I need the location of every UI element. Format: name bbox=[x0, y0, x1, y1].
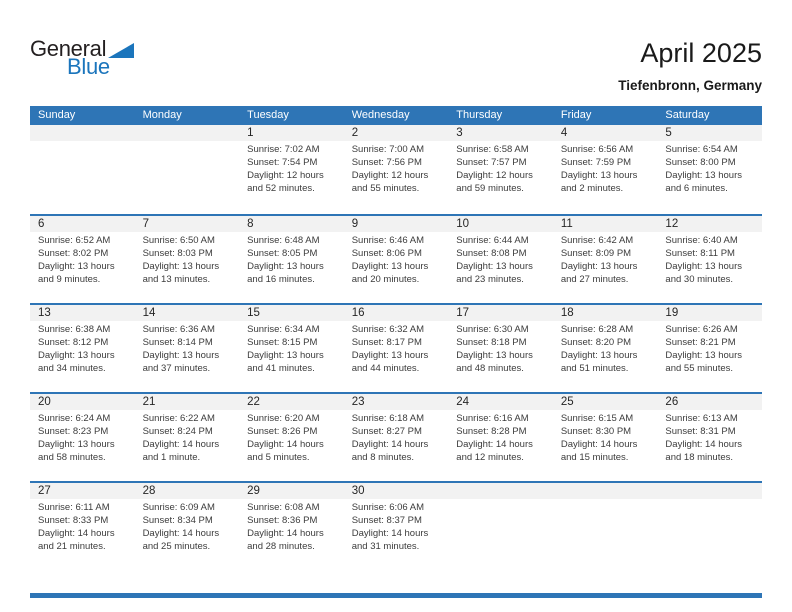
day-cell bbox=[239, 125, 344, 214]
sunrise-text: Sunrise: 6:50 AM bbox=[142, 235, 215, 246]
day-number: 19 bbox=[657, 305, 762, 321]
sunrise-text: Sunrise: 6:48 AM bbox=[247, 235, 320, 246]
day-cell bbox=[657, 305, 762, 392]
day-number: 5 bbox=[657, 125, 762, 141]
daylight-text-line1: Daylight: 13 hours bbox=[560, 349, 638, 361]
day-details bbox=[448, 410, 553, 465]
day-details bbox=[553, 232, 658, 287]
sunset-text: Sunset: 7:56 PM bbox=[351, 156, 422, 168]
day-details bbox=[344, 499, 449, 554]
empty-day-cell bbox=[30, 125, 135, 214]
day-number: 7 bbox=[135, 216, 240, 232]
day-cell bbox=[239, 394, 344, 481]
day-cell bbox=[553, 216, 658, 303]
daylight-text-line2: and 28 minutes. bbox=[247, 540, 315, 552]
daylight-text-line2: and 34 minutes. bbox=[38, 362, 106, 374]
sunrise-text: Sunrise: 6:38 AM bbox=[38, 324, 111, 335]
daylight-text-line1: Daylight: 12 hours bbox=[247, 169, 324, 181]
daylight-text-line1: Daylight: 13 hours bbox=[351, 260, 429, 272]
daylight-text-line1: Daylight: 14 hours bbox=[247, 438, 324, 450]
weekday-header-thursday: Thursday bbox=[456, 109, 503, 121]
sunset-text: Sunset: 8:28 PM bbox=[456, 425, 527, 437]
sunrise-text: Sunrise: 6:56 AM bbox=[560, 144, 634, 155]
daylight-text-line2: and 1 minute. bbox=[142, 451, 201, 463]
day-cell bbox=[30, 216, 135, 303]
empty-day-cell bbox=[657, 483, 762, 570]
daylight-text-line1: Daylight: 12 hours bbox=[351, 169, 429, 181]
day-details bbox=[135, 232, 240, 287]
daylight-text-line1: Daylight: 13 hours bbox=[142, 260, 220, 272]
day-cell bbox=[344, 483, 449, 570]
calendar-table bbox=[30, 106, 762, 570]
day-details bbox=[135, 410, 240, 465]
day-details bbox=[135, 499, 240, 554]
day-number: 17 bbox=[448, 305, 553, 321]
daylight-text-line2: and 18 minutes. bbox=[665, 451, 734, 463]
daylight-text-line2: and 13 minutes. bbox=[142, 273, 211, 285]
day-number: 2 bbox=[344, 125, 449, 141]
day-number bbox=[30, 125, 135, 141]
daylight-text-line2: and 55 minutes. bbox=[665, 362, 734, 374]
day-number: 22 bbox=[239, 394, 344, 410]
logo-word-blue: Blue bbox=[67, 54, 110, 79]
week-row bbox=[30, 214, 762, 303]
logo-word-general: General bbox=[30, 36, 107, 61]
daylight-text-line1: Daylight: 13 hours bbox=[38, 260, 115, 272]
daylight-text-line1: Daylight: 13 hours bbox=[38, 349, 115, 361]
sunrise-text: Sunrise: 6:46 AM bbox=[351, 235, 425, 246]
sunrise-text: Sunrise: 6:42 AM bbox=[560, 235, 634, 246]
sunset-text: Sunset: 8:21 PM bbox=[665, 336, 736, 348]
sunrise-text: Sunrise: 6:36 AM bbox=[142, 324, 215, 335]
daylight-text-line1: Daylight: 14 hours bbox=[351, 527, 429, 539]
sunset-text: Sunset: 8:06 PM bbox=[351, 247, 422, 259]
sunset-text: Sunset: 7:59 PM bbox=[560, 156, 632, 168]
day-cell bbox=[344, 125, 449, 214]
sunset-text: Sunset: 8:02 PM bbox=[38, 247, 109, 259]
weekday-header-wednesday: Wednesday bbox=[351, 109, 410, 121]
daylight-text-line1: Daylight: 13 hours bbox=[665, 349, 742, 361]
sunset-text: Sunset: 8:26 PM bbox=[247, 425, 318, 437]
daylight-text-line2: and 2 minutes. bbox=[560, 182, 624, 194]
sunrise-text: Sunrise: 7:02 AM bbox=[247, 144, 320, 155]
day-details bbox=[344, 321, 449, 376]
day-details bbox=[135, 321, 240, 376]
day-details bbox=[30, 499, 135, 554]
day-number: 29 bbox=[239, 483, 344, 499]
sunrise-text: Sunrise: 6:11 AM bbox=[38, 502, 110, 513]
day-details bbox=[448, 232, 553, 287]
weekday-header-row bbox=[30, 106, 762, 125]
daylight-text-line1: Daylight: 12 hours bbox=[456, 169, 533, 181]
sunrise-text: Sunrise: 6:58 AM bbox=[456, 144, 529, 155]
sunrise-text: Sunrise: 6:34 AM bbox=[247, 324, 320, 335]
day-number: 11 bbox=[553, 216, 658, 232]
location-subtitle: Tiefenbronn, Germany bbox=[618, 78, 762, 93]
sunset-text: Sunset: 8:31 PM bbox=[665, 425, 736, 437]
day-cell bbox=[135, 483, 240, 570]
day-details bbox=[344, 232, 449, 287]
day-cell bbox=[239, 305, 344, 392]
day-details bbox=[239, 141, 344, 196]
calendar-body bbox=[30, 125, 762, 570]
daylight-text-line1: Daylight: 13 hours bbox=[560, 260, 638, 272]
day-number: 8 bbox=[239, 216, 344, 232]
day-details bbox=[344, 141, 449, 196]
sunset-text: Sunset: 8:34 PM bbox=[142, 514, 213, 526]
sunset-text: Sunset: 8:05 PM bbox=[247, 247, 318, 259]
day-cell bbox=[30, 305, 135, 392]
sunrise-text: Sunrise: 6:06 AM bbox=[351, 502, 425, 513]
daylight-text-line1: Daylight: 14 hours bbox=[456, 438, 533, 450]
day-cell bbox=[448, 216, 553, 303]
logo-triangle-icon bbox=[108, 43, 134, 58]
day-cell bbox=[448, 394, 553, 481]
daylight-text-line1: Daylight: 13 hours bbox=[247, 260, 324, 272]
sunset-text: Sunset: 8:20 PM bbox=[560, 336, 632, 348]
day-details bbox=[657, 499, 762, 502]
day-details bbox=[553, 321, 658, 376]
sunrise-text: Sunrise: 6:52 AM bbox=[38, 235, 111, 246]
sunset-text: Sunset: 8:18 PM bbox=[456, 336, 527, 348]
day-cell bbox=[657, 125, 762, 214]
daylight-text-line2: and 59 minutes. bbox=[456, 182, 524, 194]
day-details bbox=[239, 410, 344, 465]
weekday-header-monday: Monday bbox=[142, 109, 182, 121]
day-cell bbox=[553, 125, 658, 214]
sunrise-text: Sunrise: 6:28 AM bbox=[560, 324, 634, 335]
day-cell bbox=[448, 125, 553, 214]
sunset-text: Sunset: 8:36 PM bbox=[247, 514, 318, 526]
daylight-text-line1: Daylight: 13 hours bbox=[456, 349, 533, 361]
daylight-text-line2: and 37 minutes. bbox=[142, 362, 211, 374]
sunset-text: Sunset: 8:30 PM bbox=[560, 425, 632, 437]
sunset-text: Sunset: 7:57 PM bbox=[456, 156, 527, 168]
day-cell bbox=[344, 394, 449, 481]
day-number: 9 bbox=[344, 216, 449, 232]
day-number: 10 bbox=[448, 216, 553, 232]
day-details bbox=[239, 321, 344, 376]
weekday-header-saturday: Saturday bbox=[665, 109, 710, 121]
day-details bbox=[239, 499, 344, 554]
empty-day-cell bbox=[448, 483, 553, 570]
sunset-text: Sunset: 8:17 PM bbox=[351, 336, 422, 348]
daylight-text-line2: and 21 minutes. bbox=[38, 540, 106, 552]
day-details bbox=[30, 321, 135, 376]
day-details bbox=[657, 232, 762, 287]
daylight-text-line1: Daylight: 13 hours bbox=[247, 349, 324, 361]
daylight-text-line1: Daylight: 13 hours bbox=[665, 260, 742, 272]
daylight-text-line1: Daylight: 13 hours bbox=[456, 260, 533, 272]
sunrise-text: Sunrise: 6:40 AM bbox=[665, 235, 738, 246]
sunrise-text: Sunrise: 6:16 AM bbox=[456, 413, 529, 424]
empty-day-cell bbox=[553, 483, 658, 570]
sunrise-text: Sunrise: 6:30 AM bbox=[456, 324, 529, 335]
day-cell bbox=[239, 216, 344, 303]
sunrise-text: Sunrise: 6:22 AM bbox=[142, 413, 215, 424]
day-cell bbox=[135, 216, 240, 303]
day-number: 14 bbox=[135, 305, 240, 321]
daylight-text-line2: and 55 minutes. bbox=[351, 182, 420, 194]
daylight-text-line2: and 41 minutes. bbox=[247, 362, 315, 374]
day-details bbox=[657, 321, 762, 376]
day-details bbox=[344, 410, 449, 465]
daylight-text-line2: and 48 minutes. bbox=[456, 362, 524, 374]
day-details bbox=[553, 141, 658, 196]
day-number: 27 bbox=[30, 483, 135, 499]
day-number: 30 bbox=[344, 483, 449, 499]
day-number: 23 bbox=[344, 394, 449, 410]
weekday-header-friday: Friday bbox=[560, 109, 592, 121]
day-cell bbox=[30, 394, 135, 481]
sunrise-text: Sunrise: 6:18 AM bbox=[351, 413, 425, 424]
day-number: 16 bbox=[344, 305, 449, 321]
day-details bbox=[30, 410, 135, 465]
sunset-text: Sunset: 8:00 PM bbox=[665, 156, 736, 168]
daylight-text-line2: and 51 minutes. bbox=[560, 362, 629, 374]
day-cell bbox=[553, 305, 658, 392]
sunset-text: Sunset: 8:09 PM bbox=[560, 247, 632, 259]
sunrise-text: Sunrise: 6:20 AM bbox=[247, 413, 320, 424]
day-number bbox=[553, 483, 658, 499]
daylight-text-line2: and 52 minutes. bbox=[247, 182, 315, 194]
daylight-text-line2: and 15 minutes. bbox=[560, 451, 629, 463]
day-number: 25 bbox=[553, 394, 658, 410]
sunset-text: Sunset: 8:08 PM bbox=[456, 247, 527, 259]
day-number: 21 bbox=[135, 394, 240, 410]
daylight-text-line1: Daylight: 13 hours bbox=[142, 349, 220, 361]
day-details bbox=[30, 232, 135, 287]
sunset-text: Sunset: 8:12 PM bbox=[38, 336, 109, 348]
day-number: 6 bbox=[30, 216, 135, 232]
sunrise-text: Sunrise: 6:09 AM bbox=[142, 502, 215, 513]
sunset-text: Sunset: 8:33 PM bbox=[38, 514, 109, 526]
day-cell bbox=[553, 394, 658, 481]
daylight-text-line2: and 12 minutes. bbox=[456, 451, 524, 463]
sunrise-text: Sunrise: 6:08 AM bbox=[247, 502, 320, 513]
sunrise-text: Sunrise: 6:44 AM bbox=[456, 235, 529, 246]
weekday-header-sunday: Sunday bbox=[38, 109, 76, 121]
day-number bbox=[657, 483, 762, 499]
daylight-text-line1: Daylight: 13 hours bbox=[560, 169, 638, 181]
daylight-text-line1: Daylight: 14 hours bbox=[142, 438, 220, 450]
day-number: 13 bbox=[30, 305, 135, 321]
sunset-text: Sunset: 8:14 PM bbox=[142, 336, 213, 348]
sunset-text: Sunset: 8:37 PM bbox=[351, 514, 422, 526]
footer-divider-bar bbox=[30, 593, 762, 598]
daylight-text-line2: and 9 minutes. bbox=[38, 273, 101, 285]
sunrise-text: Sunrise: 6:24 AM bbox=[38, 413, 111, 424]
day-details bbox=[657, 141, 762, 196]
day-cell bbox=[344, 216, 449, 303]
daylight-text-line2: and 16 minutes. bbox=[247, 273, 315, 285]
day-details bbox=[135, 141, 240, 144]
daylight-text-line2: and 8 minutes. bbox=[351, 451, 415, 463]
general-blue-logo bbox=[30, 36, 134, 80]
day-cell bbox=[344, 305, 449, 392]
day-details bbox=[553, 410, 658, 465]
day-number bbox=[448, 483, 553, 499]
daylight-text-line2: and 31 minutes. bbox=[351, 540, 420, 552]
daylight-text-line2: and 27 minutes. bbox=[560, 273, 629, 285]
daylight-text-line1: Daylight: 14 hours bbox=[38, 527, 115, 539]
day-number: 4 bbox=[553, 125, 658, 141]
day-number: 18 bbox=[553, 305, 658, 321]
sunrise-text: Sunrise: 6:26 AM bbox=[665, 324, 738, 335]
empty-day-cell bbox=[135, 125, 240, 214]
sunset-text: Sunset: 8:24 PM bbox=[142, 425, 213, 437]
day-cell bbox=[135, 305, 240, 392]
daylight-text-line2: and 6 minutes. bbox=[665, 182, 728, 194]
page-title: April 2025 bbox=[640, 38, 762, 68]
daylight-text-line1: Daylight: 14 hours bbox=[247, 527, 324, 539]
daylight-text-line2: and 5 minutes. bbox=[247, 451, 310, 463]
sunset-text: Sunset: 7:54 PM bbox=[247, 156, 318, 168]
sunset-text: Sunset: 8:15 PM bbox=[247, 336, 318, 348]
day-details bbox=[239, 232, 344, 287]
day-number bbox=[135, 125, 240, 141]
daylight-text-line2: and 20 minutes. bbox=[351, 273, 420, 285]
day-details bbox=[657, 410, 762, 465]
sunset-text: Sunset: 8:11 PM bbox=[665, 247, 735, 259]
daylight-text-line1: Daylight: 14 hours bbox=[665, 438, 742, 450]
sunset-text: Sunset: 8:27 PM bbox=[351, 425, 422, 437]
day-details bbox=[30, 141, 135, 144]
daylight-text-line1: Daylight: 13 hours bbox=[351, 349, 429, 361]
daylight-text-line2: and 23 minutes. bbox=[456, 273, 524, 285]
day-cell bbox=[657, 394, 762, 481]
daylight-text-line1: Daylight: 14 hours bbox=[560, 438, 638, 450]
week-row bbox=[30, 392, 762, 481]
sunrise-text: Sunrise: 6:32 AM bbox=[351, 324, 425, 335]
day-details bbox=[553, 499, 658, 502]
week-row bbox=[30, 125, 762, 214]
day-number: 24 bbox=[448, 394, 553, 410]
day-number: 20 bbox=[30, 394, 135, 410]
day-number: 15 bbox=[239, 305, 344, 321]
daylight-text-line1: Daylight: 13 hours bbox=[38, 438, 115, 450]
day-number: 1 bbox=[239, 125, 344, 141]
daylight-text-line2: and 44 minutes. bbox=[351, 362, 420, 374]
week-row bbox=[30, 481, 762, 570]
day-details bbox=[448, 141, 553, 196]
day-number: 28 bbox=[135, 483, 240, 499]
sunrise-text: Sunrise: 7:00 AM bbox=[351, 144, 425, 155]
day-number: 12 bbox=[657, 216, 762, 232]
daylight-text-line1: Daylight: 14 hours bbox=[351, 438, 429, 450]
daylight-text-line2: and 58 minutes. bbox=[38, 451, 106, 463]
day-cell bbox=[135, 394, 240, 481]
day-cell bbox=[448, 305, 553, 392]
day-number: 3 bbox=[448, 125, 553, 141]
sunrise-text: Sunrise: 6:54 AM bbox=[665, 144, 738, 155]
day-cell bbox=[239, 483, 344, 570]
day-cell bbox=[657, 216, 762, 303]
sunset-text: Sunset: 8:03 PM bbox=[142, 247, 213, 259]
day-cell bbox=[30, 483, 135, 570]
daylight-text-line1: Daylight: 13 hours bbox=[665, 169, 742, 181]
day-details bbox=[448, 321, 553, 376]
sunset-text: Sunset: 8:23 PM bbox=[38, 425, 109, 437]
weekday-header-tuesday: Tuesday bbox=[247, 109, 289, 121]
sunrise-text: Sunrise: 6:15 AM bbox=[560, 413, 634, 424]
daylight-text-line2: and 25 minutes. bbox=[142, 540, 211, 552]
day-details bbox=[448, 499, 553, 502]
sunrise-text: Sunrise: 6:13 AM bbox=[665, 413, 738, 424]
daylight-text-line2: and 30 minutes. bbox=[665, 273, 734, 285]
day-number: 26 bbox=[657, 394, 762, 410]
week-row bbox=[30, 303, 762, 392]
daylight-text-line1: Daylight: 14 hours bbox=[142, 527, 220, 539]
